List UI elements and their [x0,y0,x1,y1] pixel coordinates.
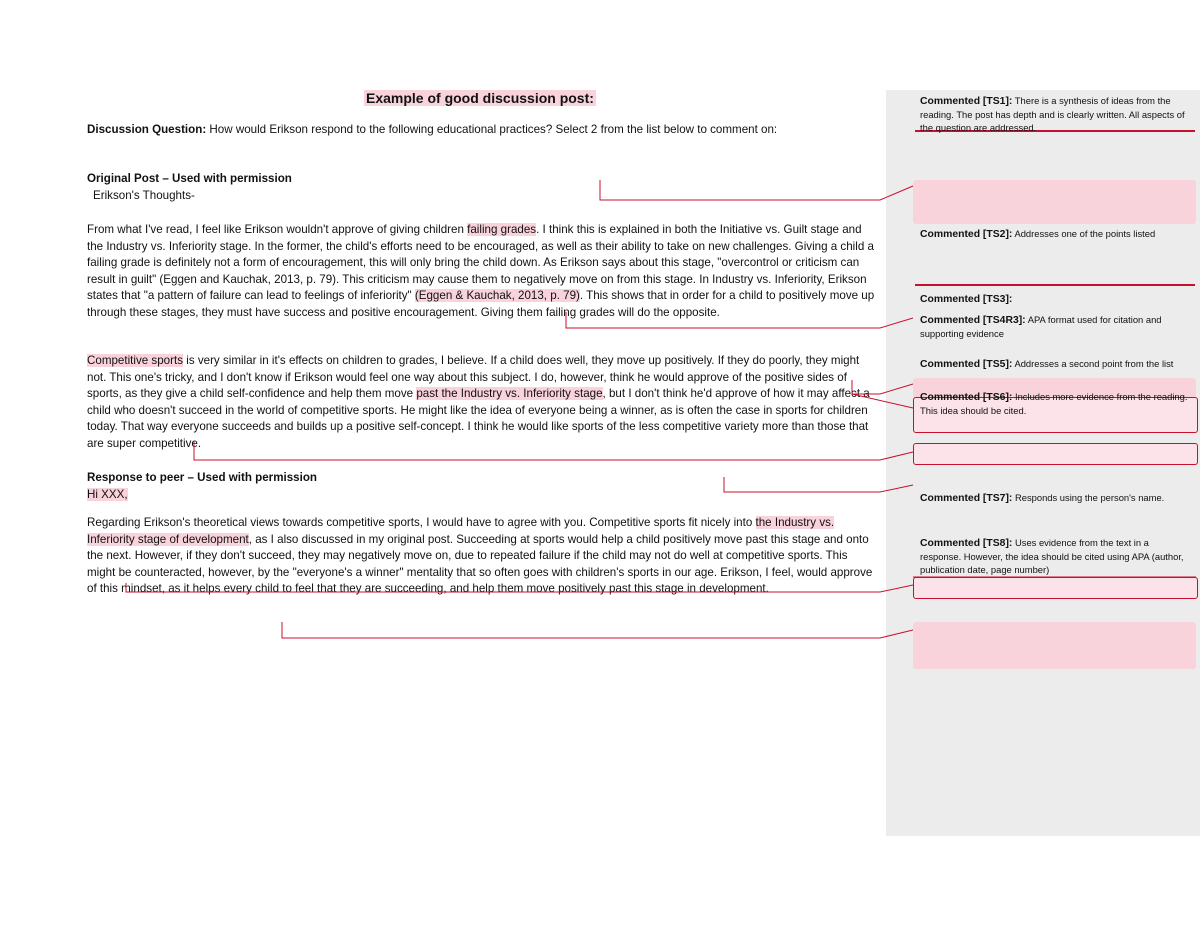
p3-text-1: Regarding Erikson's theoretical views towards competitive sports, I would have to agree with you. Competitive sports fit nicely into [87,516,756,529]
comment-ts5[interactable]: Commented [TS5]: Addresses a second point from the list [920,358,1174,370]
highlight-industry-stage[interactable]: past the Industry vs. Inferiority stage [416,387,603,401]
response-paragraph [87,515,877,598]
comment-balloon-empty[interactable] [913,622,1196,669]
response-heading: Response to peer – Used with permission [87,471,318,484]
highlight-failing-grades[interactable]: failing grades [467,223,537,236]
question-text: How would Erikson respond to the following educational practices? Select 2 from the list below to comment on: [206,123,778,136]
original-post-paragraph-2 [87,353,877,453]
comment-balloon-outlined[interactable] [913,443,1198,465]
p1-text-2: . I think this is explained in both the Initiative vs. Guilt stage and the Industry vs. Inferiority stage. In the former, the child's efforts need to be encouraged, as well as their ability to take on new challenges. Giving a child a failing grade is definitely not a form of encouragement, this will only bring the child down. As Erikson says about this stage, "overcontrol or criticism can result in guilt" (Eggen and Kauchak, 2013, p. 79). This criticism may cause them to negatively move on from this stage. In Industry vs. Inferiority, Erikson states that "a pattern of failure can lead to feelings of inferiority" [87,223,874,303]
highlight-citation[interactable]: (Eggen & Kauchak, 2013, p. 79) [414,289,580,303]
comment-balloon-outlined[interactable] [913,577,1198,599]
comment-ts6[interactable]: Commented [TS6]: Includes more evidence from the reading. This idea should be cited. [920,391,1188,416]
original-post-heading: Original Post – Used with permission [87,172,292,185]
comment-ts1[interactable]: Commented [TS1]: There is a synthesis of ideas from the reading. The post has depth and is clearly written. All aspects of the question are addressed. [920,95,1185,133]
comment-ts3[interactable]: Commented [TS3]: [920,294,1013,305]
comment-ts7[interactable]: Commented [TS7]: Responds using the person's name. [920,492,1165,504]
p3-text-2: , as I also discussed in my original post. Succeeding at sports would help a child positively move past this stage and onto the next. However, if they don't succeed, they may negatively move on, due to repeated failure if the child may not do well at competitive sports. This might be counteracted, however, by the "everyone's a winner" mentality that so often goes with children's sports in our age. Erikson, I feel, would approve of this mindset, as it helps every child to feel that they are succeeding, and help them move positively past this stage in development. [87,532,873,596]
discussion-question [87,122,877,139]
highlight-greeting[interactable]: Hi XXX, [87,488,128,501]
comment-balloon-empty[interactable] [913,180,1196,224]
original-post-paragraph-1 [87,222,877,322]
response-greeting-line [87,487,877,504]
document-title: Example of good discussion post: [366,90,594,106]
p1-text-1: From what I've read, I feel like Erikson wouldn't approve of giving children [87,223,468,236]
comment-ts2[interactable]: Commented [TS2]: Addresses one of the points listed [920,228,1156,240]
comment-separator [915,284,1195,286]
original-post-subheading: Erikson's Thoughts- [93,189,195,202]
p2-text-2: , but I don't think he'd approve of how it may affect a child who doesn't succeed in the world of competitive sports. He might like the idea of everyone being a winner, as is often the case in sports for children today. That way everyone succeeds and builds up a positive self-concept. I think he would like sports of the less competitive variety more than those that are super competitive. [87,387,870,450]
question-label: Discussion Question: [87,123,207,136]
p2-text-1: is very similar in it's effects on children to grades, I believe. If a child does well, they move up positively. If they do poorly, they might not. This one's tricky, and I don't know if Erikson would feel one way about this subject. I do, however, think he would approve of the positive sides of sports, as they give a child self-confidence and help them move [87,354,860,401]
highlight-competitive-sports[interactable]: Competitive sports [87,354,184,367]
connector-ts9 [282,622,913,638]
comment-ts4r3[interactable]: Commented [TS4R3]: APA format used for citation and supporting evidence [920,314,1162,339]
comment-ts8[interactable]: Commented [TS8]: Uses evidence from the text in a response. However, the idea should be cited using APA (author, publication date, page number) [920,537,1184,575]
p1-text-3: . This shows that in order for a child to positively move up through these stages, they must have success and positive encouragement. Giving them failing grades will do the opposite. [87,289,875,319]
highlight-industry-development[interactable]: the Industry vs. Inferiority stage of development [87,516,835,546]
